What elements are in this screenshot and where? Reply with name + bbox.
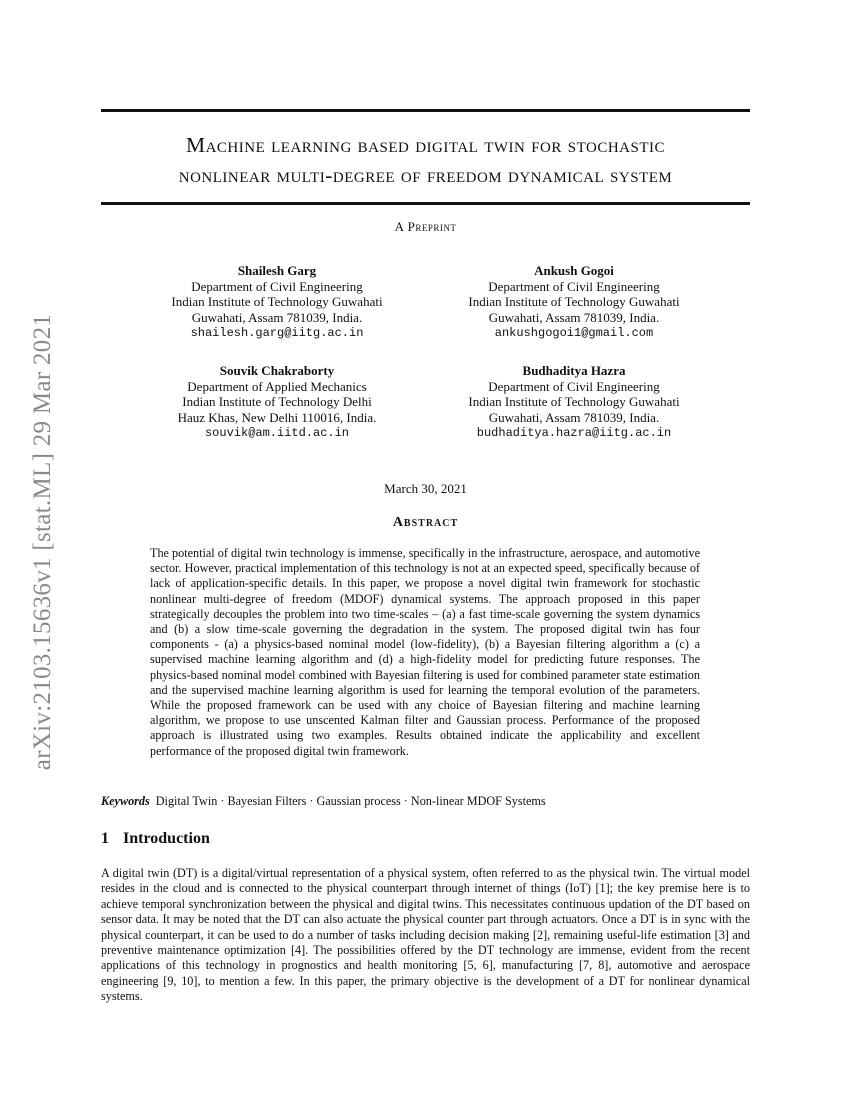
author-address: Guwahati, Assam 781039, India. — [488, 310, 660, 326]
author-department: Department of Applied Mechanics — [187, 378, 367, 394]
author-address: Guwahati, Assam 781039, India. — [488, 410, 660, 426]
author-institution: Indian Institute of Technology Guwahati — [171, 294, 383, 310]
section-title: Introduction — [123, 830, 210, 847]
arxiv-side-stamp — [21, 286, 65, 798]
introduction-text: A digital twin (DT) is a digital/virtual representation of a physical system, often referred to as the physical twin. The virtual model resides in the cloud and is connected to the physical counterpart through internet of things (IoT) [1]; the key premise here is to achieve temporal synchronization between the physical and digital twins. This necessitates continuous updation of the DT based on sensor data. It may be noted that the DT can also actuate the physical counter part through actuators. Once a DT is in sync with the physical counterpart, it can be used to do a number of tasks including decision making [2], remaining useful-life estimation [3] and preventive maintenance optimization [4]. The possibilities offered by the DT technology are immense, evident from the recent applications of this technology in prognostics and health monitoring [5, 6], manufacturing [7, 8], automotive and aerospace engineering [9, 10], to mention a few. In this paper, the primary objective is the development of a DT for nonlinear dynamical systems. — [101, 866, 750, 1004]
keywords-label: Keywords — [101, 794, 150, 808]
title-top-rule — [101, 109, 750, 112]
author-institution: Indian Institute of Technology Delhi — [182, 394, 372, 410]
author-address: Guwahati, Assam 781039, India. — [191, 310, 363, 326]
author-name: Ankush Gogoi — [534, 263, 614, 278]
abstract-text: The potential of digital twin technology is immense, specifically in the infrastructure, aerospace, and automotive sector. However, practical implementation of this technology is not at an expected speed, specifically because of lack of application-specific details. In this paper, we propose a novel digital twin framework for stochastic nonlinear multi-degree of freedom (MDOF) dynamical systems. The approach proposed in this paper strategically decouples the problem into two time-scales – (a) a fast time-scale governing the system dynamics and (b) a slow time-scale governing the degradation in the system. The proposed digital twin has four components - (a) a physics-based nominal model (low-fidelity), (b) a Bayesian filtering algorithm a (c) a supervised machine learning algorithm and (d) a high-fidelity model for predicting future responses. The physics-based nominal model combined with Bayesian filtering is used for combined parameter state estimation and the supervised machine learning algorithm is used for learning the temporal evolution of the parameters. While the proposed framework can be used with any choice of Bayesian filtering and machine learning algorithm, we propose to use unscented Kalman filter and Gaussian process. Performance of the proposed approach is illustrated using two examples. Results obtained indicate the applicability and excellent performance of the proposed digital twin framework. — [150, 546, 700, 758]
author-department: Department of Civil Engineering — [488, 378, 660, 394]
author-name: Shailesh Garg — [237, 263, 317, 278]
author-institution: Indian Institute of Technology Guwahati — [468, 294, 680, 310]
author-email[interactable]: budhaditya.hazra@iitg.ac.in — [476, 425, 672, 440]
author-department: Department of Civil Engineering — [488, 278, 660, 294]
publication-date: March 30, 2021 — [384, 481, 467, 496]
section-heading — [101, 830, 210, 848]
title-line-1: Machine learning based digital twin for stochastic — [185, 133, 666, 157]
author-block — [429, 263, 719, 342]
author-email[interactable]: shailesh.garg@iitg.ac.in — [190, 325, 364, 340]
preprint-label: A Preprint — [394, 219, 457, 234]
author-email[interactable]: souvik@am.iitd.ac.in — [204, 425, 350, 440]
author-block — [429, 363, 719, 442]
paper-title — [101, 130, 750, 190]
author-department: Department of Civil Engineering — [191, 278, 363, 294]
keywords-text: Digital Twin · Bayesian Filters · Gaussian process · Non-linear MDOF Systems — [155, 794, 546, 808]
section-number: 1 — [101, 830, 109, 847]
author-email[interactable]: ankushgogoi1@gmail.com — [494, 325, 654, 340]
author-address: Hauz Khas, New Delhi 110016, India. — [177, 410, 377, 426]
abstract-heading: Abstract — [392, 515, 459, 530]
author-name: Souvik Chakraborty — [219, 363, 335, 378]
keywords-line — [101, 794, 750, 809]
author-name: Budhaditya Hazra — [522, 363, 626, 378]
title-bottom-rule — [101, 202, 750, 205]
author-block — [132, 363, 422, 442]
title-line-2: nonlinear multi-degree of freedom dynamical system — [178, 163, 673, 187]
author-block — [132, 263, 422, 342]
arxiv-identifier: arXiv:2103.15636v1 [stat.ML] 29 Mar 2021 — [29, 313, 56, 771]
author-institution: Indian Institute of Technology Guwahati — [468, 394, 680, 410]
